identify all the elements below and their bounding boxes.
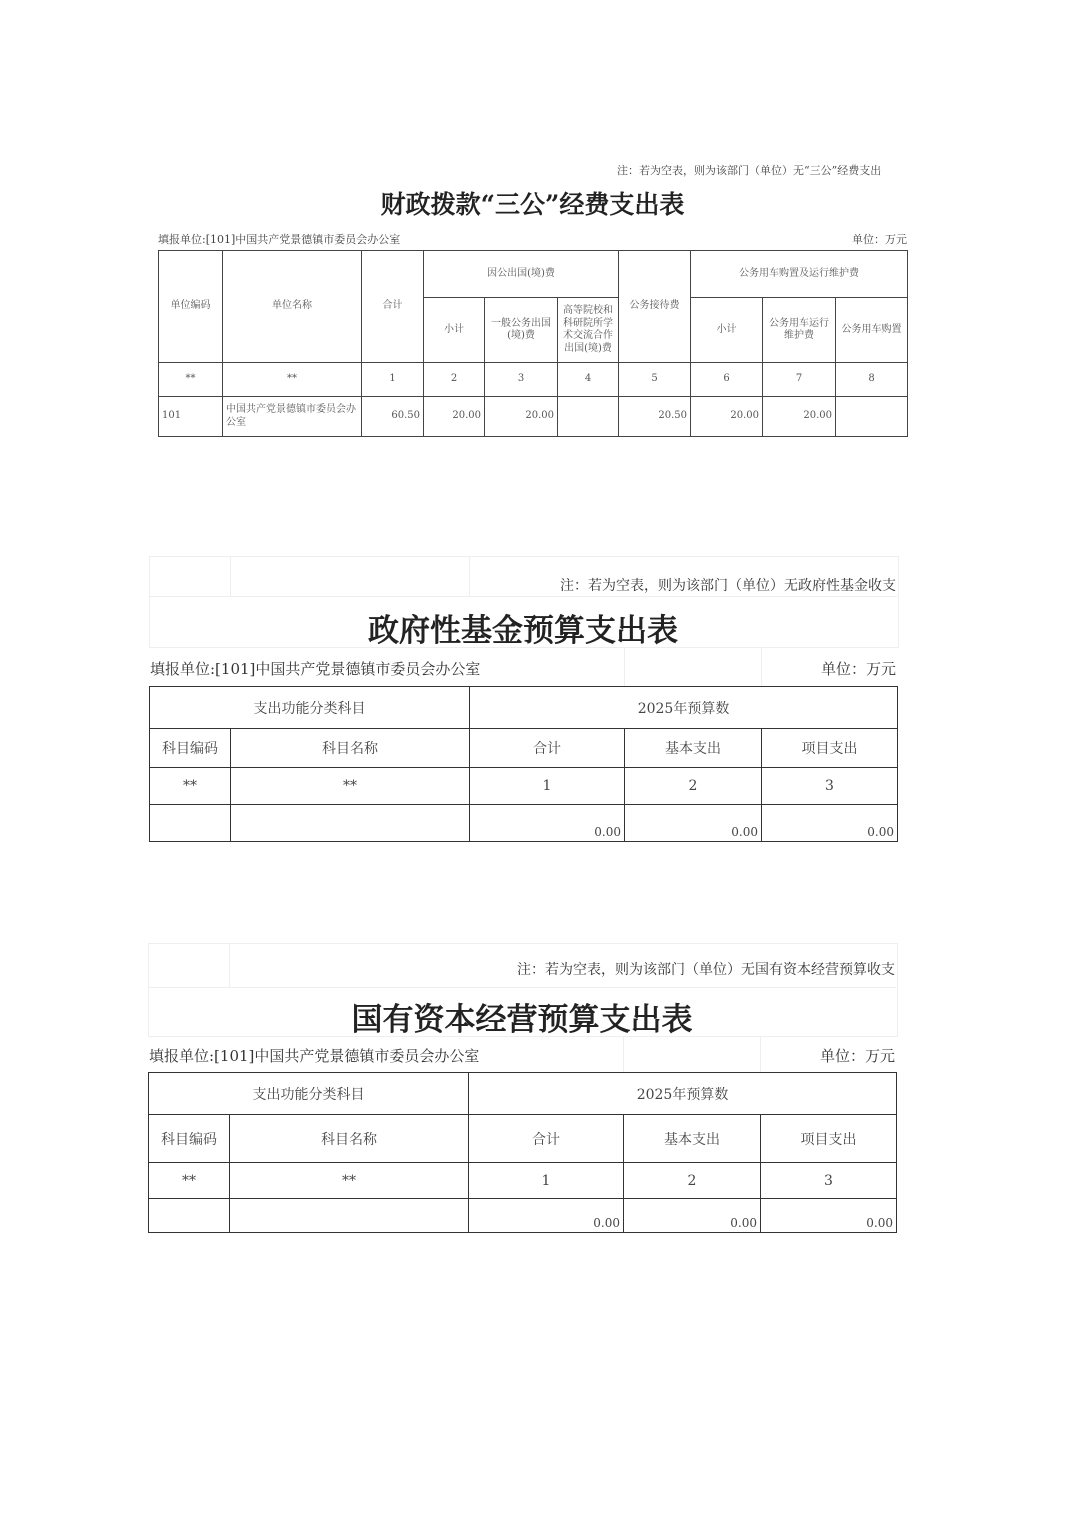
index-cell: **	[149, 1163, 230, 1199]
grid-line	[761, 648, 762, 686]
header-vehicle-subtotal: 小计	[691, 298, 763, 363]
header-project-expense: 项目支出	[761, 1115, 897, 1163]
header-subject-code: 科目编码	[150, 729, 231, 768]
header-abroad-academic: 高等院校和科研院所学术交流合作出国(境)费	[558, 298, 619, 363]
header-total: 合计	[469, 1115, 624, 1163]
index-cell: 2	[424, 363, 485, 397]
header-abroad-subtotal: 小计	[424, 298, 485, 363]
index-cell: 2	[625, 768, 762, 805]
index-cell: 1	[470, 768, 625, 805]
header-budget-2025: 2025年预算数	[470, 687, 898, 729]
cell-total: 0.00	[469, 1199, 624, 1233]
header-vehicle-operation: 公务用车运行维护费	[763, 298, 836, 363]
cell-project-expense: 0.00	[761, 1199, 897, 1233]
index-cell: **	[230, 1163, 469, 1199]
table2-currency: 单位：万元	[820, 660, 896, 678]
cell-subject-name	[230, 1199, 469, 1233]
three-public-expense-table	[158, 250, 908, 437]
header-abroad-general: 一般公务出国(境)费	[485, 298, 558, 363]
header-subject-name: 科目名称	[231, 729, 470, 768]
header-total: 合计	[470, 729, 625, 768]
index-cell: 4	[558, 363, 619, 397]
header-function-category: 支出功能分类科目	[149, 1073, 469, 1115]
grid-line	[623, 1036, 624, 1072]
grid-line	[149, 596, 897, 597]
grid-line	[229, 943, 230, 987]
header-budget-2025: 2025年预算数	[469, 1073, 897, 1115]
table3-note: 注：若为空表，则为该部门（单位）无国有资本经营预算收支	[517, 962, 895, 978]
cell-subject-code	[149, 1199, 230, 1233]
table1-unit-label: 填报单位:[101]中国共产党景德镇市委员会办公室	[158, 233, 401, 246]
header-function-category: 支出功能分类科目	[150, 687, 470, 729]
index-cell: 6	[691, 363, 763, 397]
header-abroad-group: 因公出国(境)费	[424, 251, 619, 298]
header-subject-code: 科目编码	[149, 1115, 230, 1163]
cell-abroad-general: 20.00	[485, 397, 558, 437]
index-cell: 3	[485, 363, 558, 397]
grid-line	[760, 1036, 761, 1072]
header-vehicle-purchase: 公务用车购置	[836, 298, 908, 363]
cell-vehicle-operation: 20.00	[763, 397, 836, 437]
index-cell: 3	[762, 768, 898, 805]
grid-line	[624, 648, 625, 686]
grid-line	[148, 987, 896, 988]
cell-project-expense: 0.00	[762, 805, 898, 842]
cell-reception: 20.50	[619, 397, 691, 437]
grid-line	[469, 556, 470, 596]
table-row	[159, 363, 908, 397]
cell-vehicle-subtotal: 20.00	[691, 397, 763, 437]
index-cell: 1	[469, 1163, 624, 1199]
header-reception: 公务接待费	[619, 251, 691, 363]
cell-total: 60.50	[362, 397, 424, 437]
table3-unit-label: 填报单位:[101]中国共产党景德镇市委员会办公室	[149, 1047, 480, 1065]
table1-title: 财政拨款“三公”经费支出表	[380, 190, 685, 219]
table-row	[159, 397, 908, 437]
table-row	[150, 805, 898, 842]
index-cell: 7	[763, 363, 836, 397]
header-subject-name: 科目名称	[230, 1115, 469, 1163]
header-total: 合计	[362, 251, 424, 363]
cell-unit-name: 中国共产党景德镇市委员会办公室	[223, 397, 362, 437]
index-cell: 1	[362, 363, 424, 397]
table3-title: 国有资本经营预算支出表	[351, 1002, 693, 1038]
header-vehicle-group: 公务用车购置及运行维护费	[691, 251, 908, 298]
index-cell: **	[159, 363, 223, 397]
gov-fund-budget-table	[149, 686, 898, 842]
cell-subject-name	[231, 805, 470, 842]
table3-currency: 单位：万元	[819, 1047, 895, 1065]
cell-basic-expense: 0.00	[624, 1199, 761, 1233]
table-row	[149, 1199, 897, 1233]
index-cell: **	[150, 768, 231, 805]
index-cell: 8	[836, 363, 908, 397]
index-cell: **	[231, 768, 470, 805]
cell-vehicle-purchase	[836, 397, 908, 437]
header-basic-expense: 基本支出	[625, 729, 762, 768]
cell-basic-expense: 0.00	[625, 805, 762, 842]
table-row	[149, 1163, 897, 1199]
header-project-expense: 项目支出	[762, 729, 898, 768]
grid-line	[230, 556, 231, 596]
index-cell: **	[223, 363, 362, 397]
state-capital-budget-table	[148, 1072, 897, 1233]
cell-subject-code	[150, 805, 231, 842]
index-cell: 5	[619, 363, 691, 397]
cell-abroad-academic	[558, 397, 619, 437]
table1-currency: 单位：万元	[852, 233, 907, 246]
cell-abroad-subtotal: 20.00	[424, 397, 485, 437]
table-row	[150, 768, 898, 805]
header-basic-expense: 基本支出	[624, 1115, 761, 1163]
header-unit-code: 单位编码	[159, 251, 223, 363]
index-cell: 2	[624, 1163, 761, 1199]
table2-title: 政府性基金预算支出表	[368, 613, 678, 649]
header-unit-name: 单位名称	[223, 251, 362, 363]
cell-unit-code: 101	[159, 397, 223, 437]
table2-note: 注：若为空表，则为该部门（单位）无政府性基金收支	[560, 578, 896, 594]
index-cell: 3	[761, 1163, 897, 1199]
table2-unit-label: 填报单位:[101]中国共产党景德镇市委员会办公室	[150, 660, 481, 678]
table1-note: 注：若为空表，则为该部门（单位）无“三公”经费支出	[617, 164, 882, 177]
cell-total: 0.00	[470, 805, 625, 842]
